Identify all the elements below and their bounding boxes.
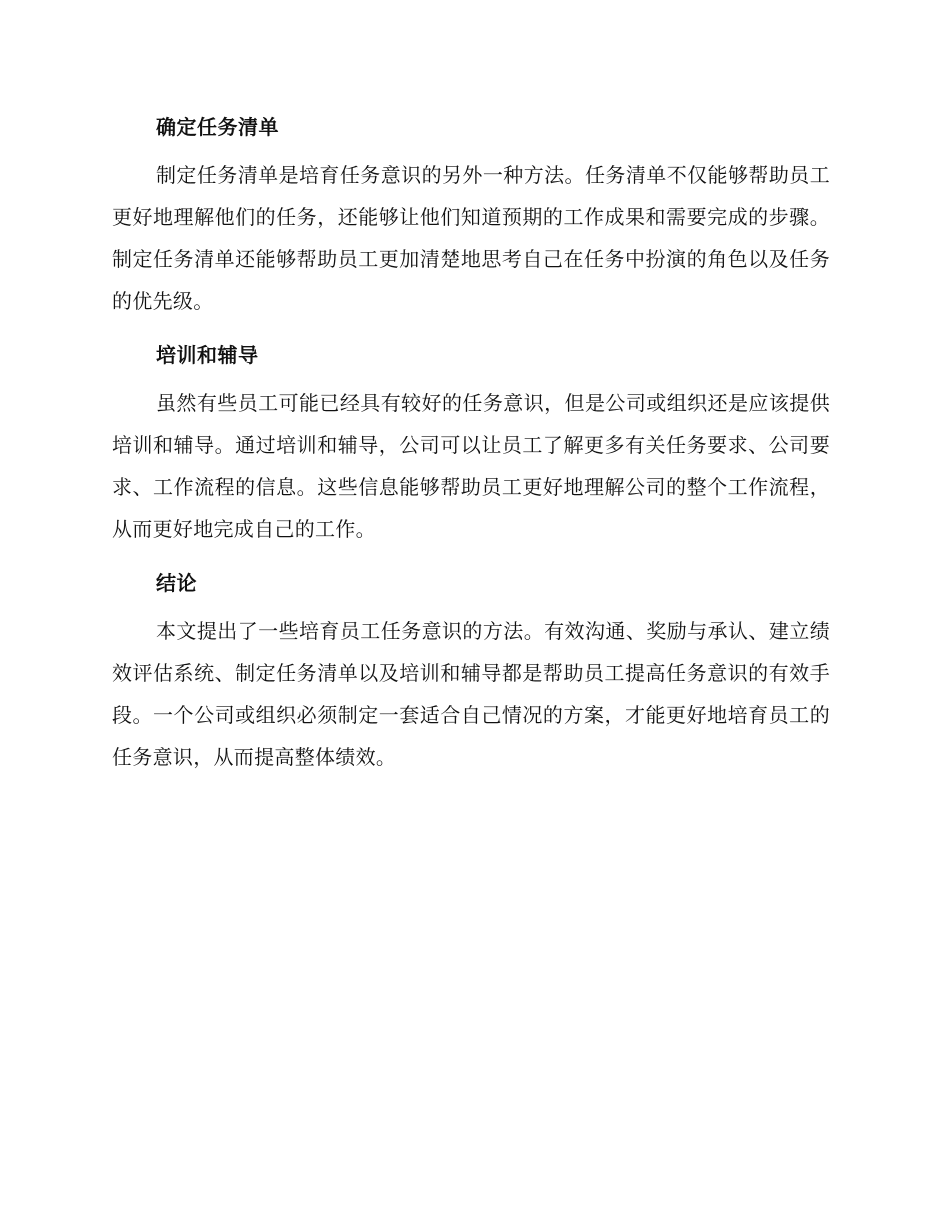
section-task-list (112, 106, 830, 322)
section-heading: 培训和辅导 (156, 343, 259, 367)
document-page (112, 106, 830, 790)
section-heading: 确定任务清单 (156, 115, 279, 139)
section-heading: 结论 (156, 571, 197, 595)
section-paragraph: 本文提出了一些培育员工任务意识的方法。有效沟通、奖励与承认、建立绩效评估系统、制定任务清单以及培训和辅导都是帮助员工提高任务意识的有效手段。一个公司或组织必须制定一套适合自己情况的方案，才能更好地培育员工的任务意识，从而提高整体绩效。 (112, 619, 830, 769)
section-training (112, 334, 830, 550)
section-paragraph: 制定任务清单是培育任务意识的另外一种方法。任务清单不仅能够帮助员工更好地理解他们的任务，还能够让他们知道预期的工作成果和需要完成的步骤。制定任务清单还能够帮助员工更加清楚地思考自己在任务中扮演的角色以及任务的优先级。 (112, 163, 830, 313)
section-conclusion (112, 562, 830, 778)
section-paragraph: 虽然有些员工可能已经具有较好的任务意识，但是公司或组织还是应该提供培训和辅导。通过培训和辅导，公司可以让员工了解更多有关任务要求、公司要求、工作流程的信息。这些信息能够帮助员工更好地理解公司的整个工作流程，从而更好地完成自己的工作。 (112, 391, 830, 541)
